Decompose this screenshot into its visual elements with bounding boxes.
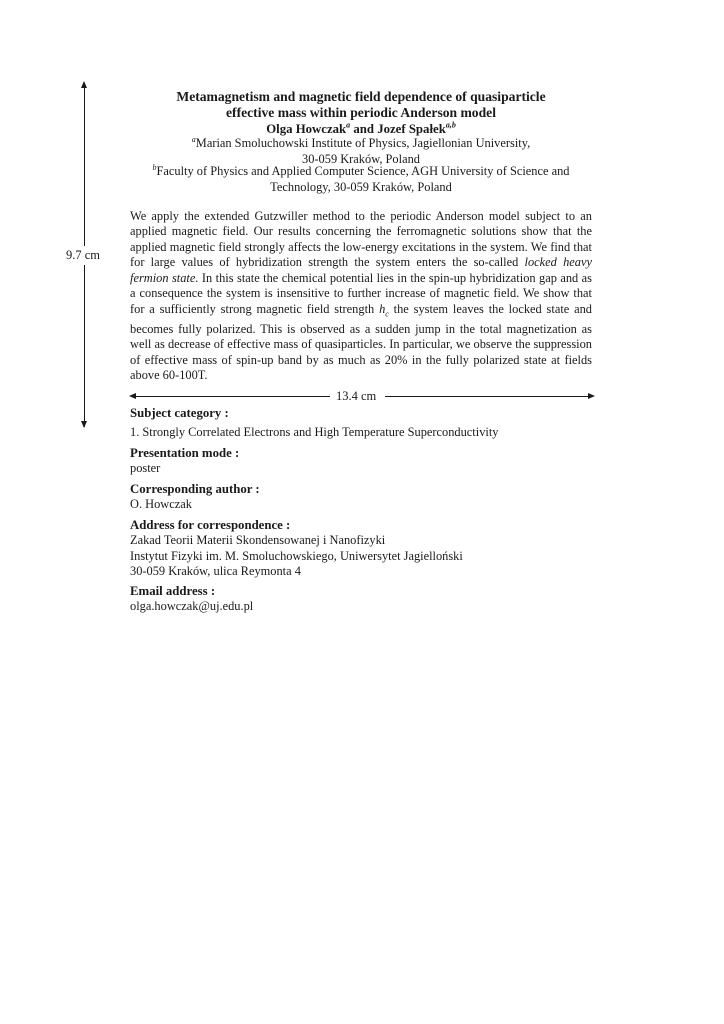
math-subscript: c [385,309,389,319]
title-line-1: Metamagnetism and magnetic field dependence of quasiparticle [176,89,546,104]
title-line-2: effective mass within periodic Anderson model [226,105,496,120]
height-dimension-label: 9.7 cm [64,246,102,265]
email-block [130,599,253,615]
author-name: Olga Howczak [266,122,347,136]
address-heading: Address for correspondence : [130,518,291,532]
subject-category-heading: Subject category : [130,406,229,420]
email-heading: Email address : [130,584,216,598]
address-line: Instytut Fizyki im. M. Smoluchowskiego, Uniwersytet Jagielloński [130,548,463,563]
affiliation-b [130,164,592,195]
address-block [130,533,463,580]
presentation-mode-text: poster [130,461,161,475]
corresponding-author-text: O. Howczak [130,497,192,511]
affiliation-mark: b [152,162,157,172]
author-affiliation-mark: a [346,120,351,130]
math-symbol: h [379,301,386,316]
author-affiliation-mark: a,b [445,120,456,130]
presentation-mode-heading: Presentation mode : [130,446,240,460]
abstract-part: In this state the chemical potential lies in the spin-up hybridization gap and as a consequence the system is insensitive to further increase of magnetic field. We show that for a sufficiently strong magnetic field strength [130,270,592,316]
paper-title [130,89,592,121]
subject-category-value [130,425,498,441]
abstract-text [130,209,592,383]
arrow-down-icon [81,421,87,428]
width-dimension-line [132,396,330,397]
abstract-emphasis: locked heavy fermion state. [130,255,592,285]
author-separator: and [350,122,378,136]
arrow-right-icon [588,393,595,399]
email-address[interactable]: olga.howczak@uj.edu.pl [130,599,254,613]
affiliation-a [130,136,592,167]
address-line: 30-059 Kraków, ulica Reymonta 4 [130,564,301,579]
corresponding-author-heading: Corresponding author : [130,482,260,496]
abstract-part: the system leaves the locked state and becomes fully polarized. This is observed as a sudden jump in the total magnetization as well as decrease of effective mass of quasiparticles. In particular, we observe the suppression of effective mass of spin-up band by as much as 20% in the fully polarized state at fields above 60-100T. [130,301,592,382]
address-line: Zakad Teorii Materii Skondensowanej i Nanofizyki [130,533,386,547]
subject-category-text: 1. Strongly Correlated Electrons and High Temperature Superconductivity [130,425,499,439]
affiliation-mark: a [191,134,196,144]
width-dimension-line [385,396,590,397]
arrow-up-icon [81,81,87,88]
affiliation-line: Faculty of Physics and Applied Computer Science, AGH University of Science and [156,164,570,178]
presentation-mode-value [130,461,160,477]
corresponding-author-value [130,497,192,513]
affiliation-line: Technology, 30-059 Kraków, Poland [270,179,452,194]
author-name: Jozef Spałek [377,122,446,136]
affiliation-line: Marian Smoluchowski Institute of Physics, Jagiellonian University, [195,136,531,150]
width-dimension-label: 13.4 cm [336,389,377,403]
affiliation-line: 30-059 Kraków, Poland [302,151,420,166]
author-list [130,121,592,137]
abstract-part: We apply the extended Gutzwiller method to the periodic Anderson model subject to an applied magnetic field. Our results concerning the ferromagnetic solutions show that the applied magnetic field strongly affects the low-energy excitations in the system. We find that for large values of hybridization strength the system enters the so-called [130,209,592,270]
